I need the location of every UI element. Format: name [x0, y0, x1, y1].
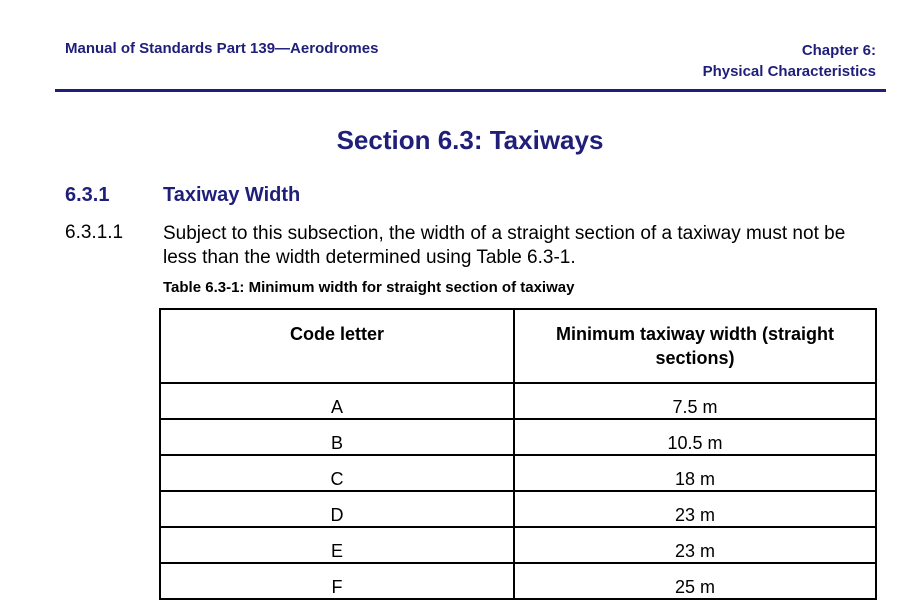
running-header-title: Manual of Standards Part 139—Aerodromes — [65, 40, 379, 57]
min-width-cell: 25 m — [514, 563, 876, 599]
code-letter-cell: D — [160, 491, 514, 527]
header-min-width: Minimum taxiway width (straight sections) — [514, 309, 876, 383]
header-divider — [55, 89, 886, 92]
header-code-letter: Code letter — [160, 309, 514, 383]
section-title: Section 6.3: Taxiways — [336, 125, 604, 155]
min-width-cell: 23 m — [514, 527, 876, 563]
taxiway-width-table — [159, 308, 877, 600]
min-width-cell: 23 m — [514, 491, 876, 527]
table-row — [160, 455, 876, 491]
paragraph-number: 6.3.1.1 — [65, 222, 124, 243]
table-row — [160, 419, 876, 455]
table-row — [160, 491, 876, 527]
min-width-cell: 7.5 m — [514, 383, 876, 419]
code-letter-cell: A — [160, 383, 514, 419]
min-width-cell: 10.5 m — [514, 419, 876, 455]
chapter-number: Chapter 6: — [801, 42, 876, 59]
table-header-row — [160, 309, 876, 383]
min-width-cell: 18 m — [514, 455, 876, 491]
table-caption: Table 6.3-1: Minimum width for straight section of taxiway — [163, 279, 575, 296]
subsection-title: Taxiway Width — [163, 184, 301, 206]
table-row — [160, 527, 876, 563]
subsection-number: 6.3.1 — [65, 184, 110, 206]
code-letter-cell: B — [160, 419, 514, 455]
table-row — [160, 383, 876, 419]
table-row — [160, 563, 876, 599]
code-letter-cell: F — [160, 563, 514, 599]
chapter-title: Physical Characteristics — [702, 63, 876, 80]
paragraph-text: Subject to this subsection, the width of a straight section of a taxiway must not be less than the width determined using Table 6.3-1. — [163, 223, 846, 268]
code-letter-cell: E — [160, 527, 514, 563]
running-header-chapter — [703, 40, 876, 82]
code-letter-cell: C — [160, 455, 514, 491]
